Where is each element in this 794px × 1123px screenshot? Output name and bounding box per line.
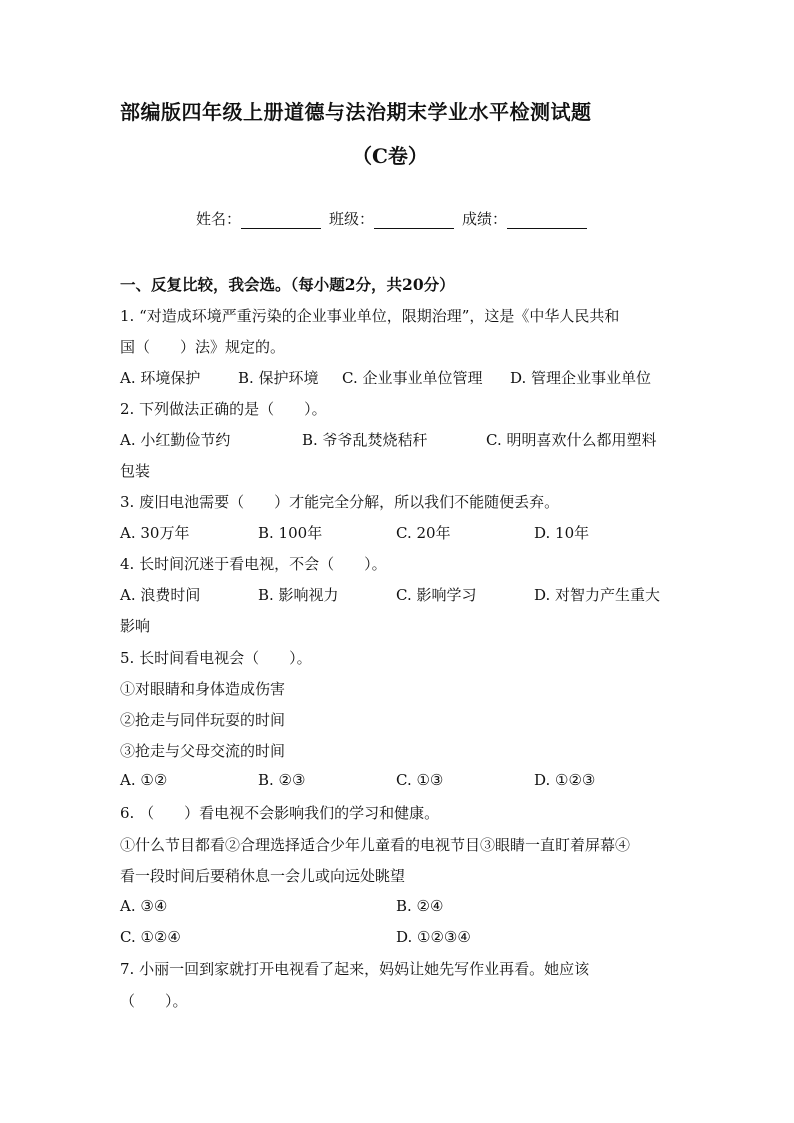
name-label: 姓名：	[196, 210, 242, 228]
question-5-item-2: ②抢走与同伴玩耍的时间	[120, 711, 286, 729]
option-d: D. ①②③④	[396, 928, 471, 946]
option-c: C. ①③	[396, 771, 444, 789]
question-2-stem: 2. 下列做法正确的是（ ）。	[120, 400, 327, 418]
option-d: D. 对智力产生重大	[534, 586, 661, 604]
option-a: A. ③④	[120, 897, 168, 915]
question-4-stem: 4. 长时间沉迷于看电视，不会（ ）。	[120, 555, 387, 573]
option-c: C. ①②④	[120, 928, 181, 946]
option-b: B. ②③	[258, 771, 306, 789]
option-a: A. 30万年	[120, 524, 190, 542]
question-3-options	[120, 522, 680, 542]
option-c: C. 20年	[396, 524, 451, 542]
option-d: D. 管理企业事业单位	[510, 369, 652, 387]
question-7-line-2: （ ）。	[120, 992, 188, 1010]
option-b: B. ②④	[396, 897, 444, 915]
question-1-options	[120, 367, 680, 387]
question-2-wrap: 包装	[120, 462, 151, 480]
option-b: B. 爷爷乱焚烧秸秆	[302, 431, 428, 449]
option-c: C. 明明喜欢什么都用塑料	[486, 431, 657, 449]
option-b: B. 100年	[258, 524, 323, 542]
option-c: C. 影响学习	[396, 586, 477, 604]
score-label: 成绩：	[462, 210, 508, 228]
question-7-line-1: 7. 小丽一回到家就打开电视看了起来，妈妈让她先写作业再看。她应该	[120, 960, 590, 978]
question-1-line-2: 国（ ）法》规定的。	[120, 338, 286, 356]
option-a: A. 小红勤俭节约	[120, 431, 231, 449]
page-title: 部编版四年级上册道德与法治期末学业水平检测试题	[120, 100, 592, 124]
name-blank[interactable]	[241, 210, 321, 229]
option-b: B. 保护环境	[238, 369, 319, 387]
option-d: D. ①②③	[534, 771, 596, 789]
question-5-item-1: ①对眼睛和身体造成伤害	[120, 680, 286, 698]
option-a: A. 浪费时间	[120, 586, 201, 604]
class-label: 班级：	[329, 210, 375, 228]
question-3-stem: 3. 废旧电池需要（ ）才能完全分解，所以我们不能随便丢弃。	[120, 493, 560, 511]
question-2-options	[120, 429, 680, 449]
option-a: A. ①②	[120, 771, 168, 789]
question-5-stem: 5. 长时间看电视会（ ）。	[120, 649, 312, 667]
question-4-options	[120, 584, 680, 604]
question-6-options-row-1	[120, 897, 680, 917]
option-d: D. 10年	[534, 524, 590, 542]
score-blank[interactable]	[507, 210, 587, 229]
question-5-item-3: ③抢走与父母交流的时间	[120, 742, 286, 760]
question-6-stem: 6. （ ）看电视不会影响我们的学习和健康。	[120, 804, 440, 822]
question-4-wrap: 影响	[120, 617, 151, 635]
question-6-line-1: ①什么节目都看②合理选择适合少年儿童看的电视节目③眼睛一直盯着屏幕④	[120, 836, 631, 854]
option-b: B. 影响视力	[258, 586, 339, 604]
class-blank[interactable]	[374, 210, 454, 229]
student-info-row	[196, 208, 595, 229]
question-5-options	[120, 771, 680, 791]
page-subtitle: （C卷）	[352, 144, 428, 168]
section-heading: 一、反复比较，我会选。（每小题2分，共20分）	[120, 275, 455, 294]
question-6-line-2: 看一段时间后要稍休息一会儿或向远处眺望	[120, 867, 406, 885]
option-a: A. 环境保护	[120, 369, 201, 387]
question-6-options-row-2	[120, 928, 680, 948]
question-1-line-1: 1. “对造成环境严重污染的企业事业单位，限期治理”，这是《中华人民共和	[120, 307, 620, 325]
option-c: C. 企业事业单位管理	[342, 369, 483, 387]
